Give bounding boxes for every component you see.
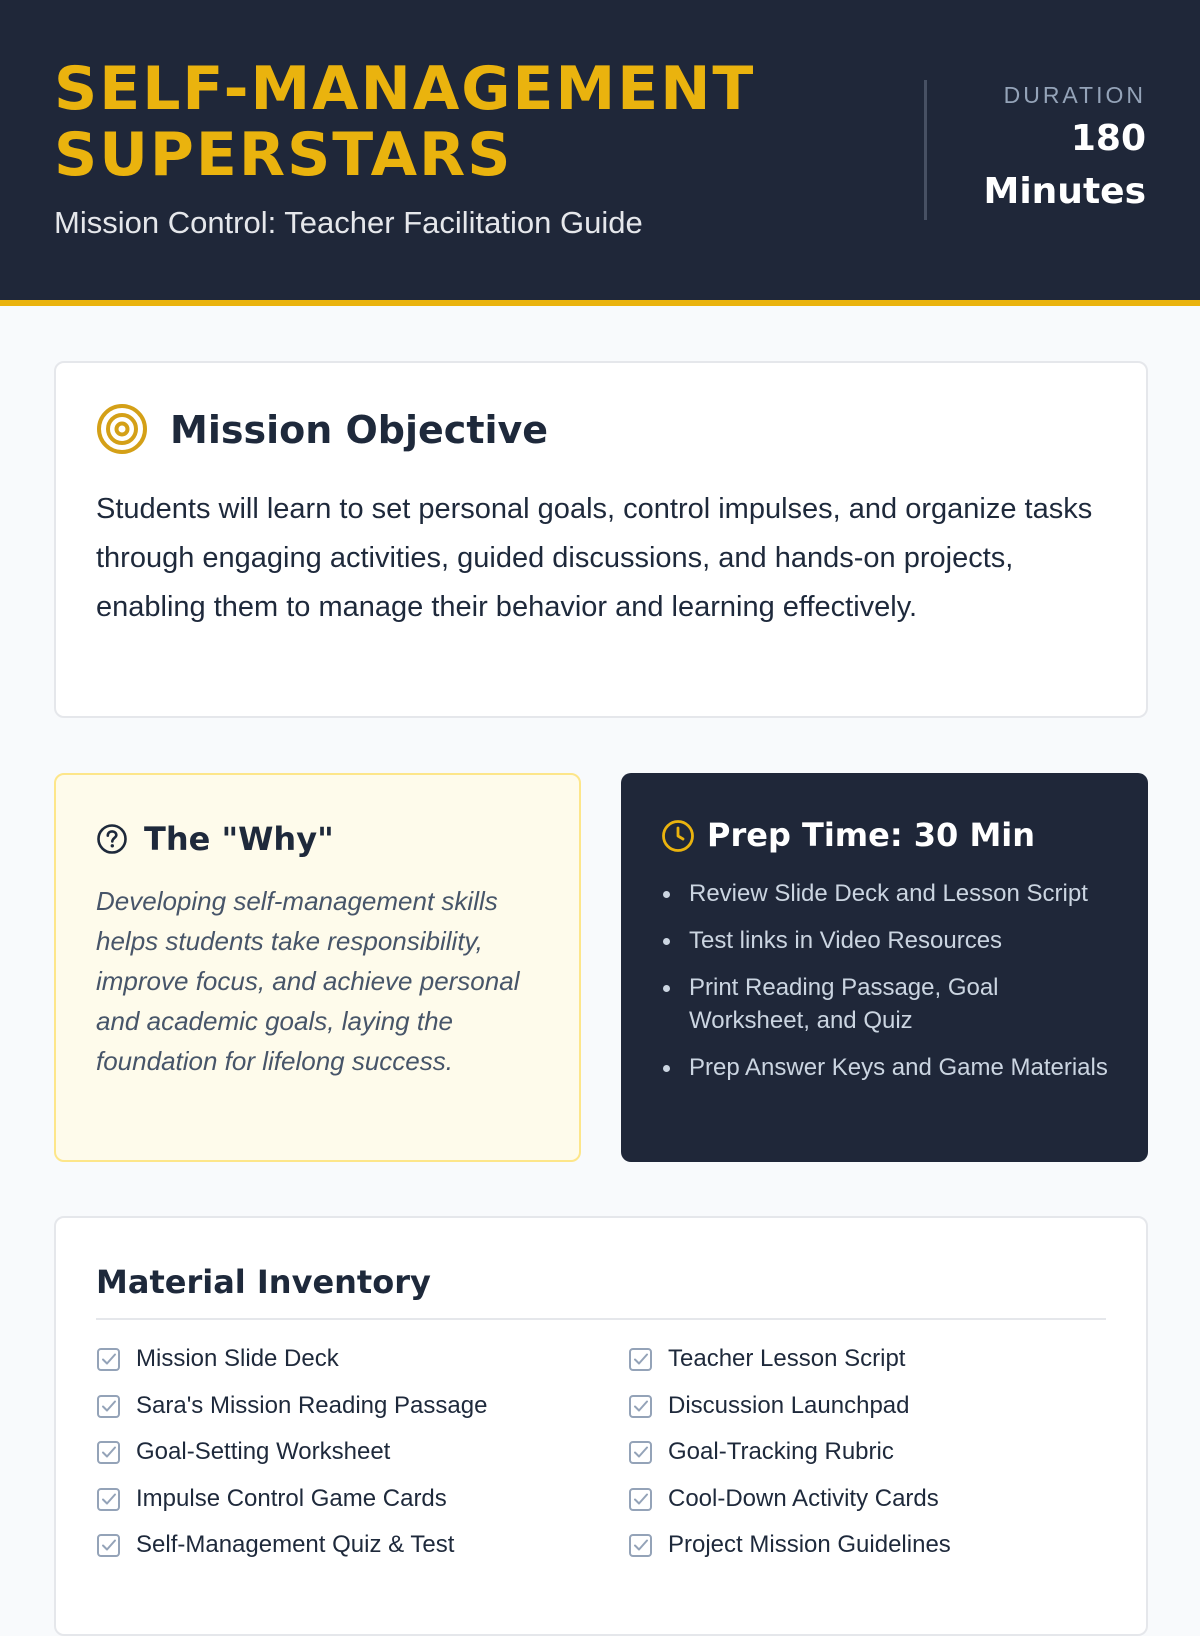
prep-checklist [661,877,1121,1098]
prep-item: Prep Answer Keys and Game Materials [661,1051,1121,1084]
page-header [0,0,1200,306]
why-text: Developing self-management skills helps students take responsibility, improve focus, and achieve personal and academic goals, laying the foundation for lifelong success. [96,886,520,1076]
inventory-column-right [628,1336,1108,1569]
inventory-item-label: Impulse Control Game Cards [136,1484,447,1512]
checkbox-checked-icon [96,1347,121,1372]
checkbox-checked-icon [628,1533,653,1558]
inventory-item-label: Mission Slide Deck [136,1345,339,1372]
target-icon [96,403,148,455]
duration-value: 180 Minutes [983,118,1146,212]
checkbox-checked-icon [628,1487,653,1512]
question-circle-icon [96,823,128,855]
material-inventory-heading: Material Inventory [96,1263,431,1301]
checkbox-checked-icon [628,1394,653,1419]
prep-item: Review Slide Deck and Lesson Script [661,877,1121,910]
inventory-item [96,1522,576,1569]
checkbox-checked-icon [96,1394,121,1419]
checkbox-checked-icon [628,1440,653,1465]
checkbox-checked-icon [96,1440,121,1465]
checkbox-checked-icon [96,1533,121,1558]
mission-objective-text: Students will learn to set personal goals, control impulses, and organize tasks through engaging activities, guided discussions, and hands-on projects, enabling them to manage their behavior and learning effectively. [96,493,1093,623]
inventory-item-label: Project Mission Guidelines [668,1531,951,1558]
page-subtitle: Mission Control: Teacher Facilitation Guide [54,205,643,240]
inventory-item-label: Sara's Mission Reading Passage [136,1391,488,1419]
mission-objective-heading: Mission Objective [170,408,549,452]
prep-time-heading: Prep Time: 30 Min [707,816,1036,854]
clock-icon [661,819,695,853]
duration-label: DURATION [1003,82,1146,108]
inventory-item [628,1383,1108,1430]
inventory-item [628,1336,1108,1383]
prep-time-card [621,773,1148,1162]
inventory-divider [96,1318,1106,1320]
prep-item: Print Reading Passage, Goal Worksheet, and Quiz [661,971,1121,1037]
mission-objective-card [54,361,1148,718]
inventory-item-label: Teacher Lesson Script [668,1345,906,1372]
prep-item: Test links in Video Resources [661,924,1121,957]
inventory-column-left [96,1336,576,1569]
inventory-item-label: Cool-Down Activity Cards [668,1484,939,1512]
material-inventory-card [54,1216,1148,1636]
inventory-item-label: Goal-Tracking Rubric [668,1438,894,1465]
inventory-item-label: Goal-Setting Worksheet [136,1438,391,1465]
inventory-item [96,1336,576,1383]
inventory-item [96,1429,576,1476]
inventory-item [628,1476,1108,1523]
inventory-item [96,1476,576,1523]
why-heading: The "Why" [144,820,334,858]
checkbox-checked-icon [628,1347,653,1372]
inventory-item [628,1522,1108,1569]
why-card [54,773,581,1162]
inventory-item [628,1429,1108,1476]
page-title: SELF-MANAGEMENT SUPERSTARS [54,54,756,190]
inventory-item [96,1383,576,1430]
inventory-item-label: Self-Management Quiz & Test [136,1531,455,1558]
inventory-item-label: Discussion Launchpad [668,1391,910,1419]
checkbox-checked-icon [96,1487,121,1512]
